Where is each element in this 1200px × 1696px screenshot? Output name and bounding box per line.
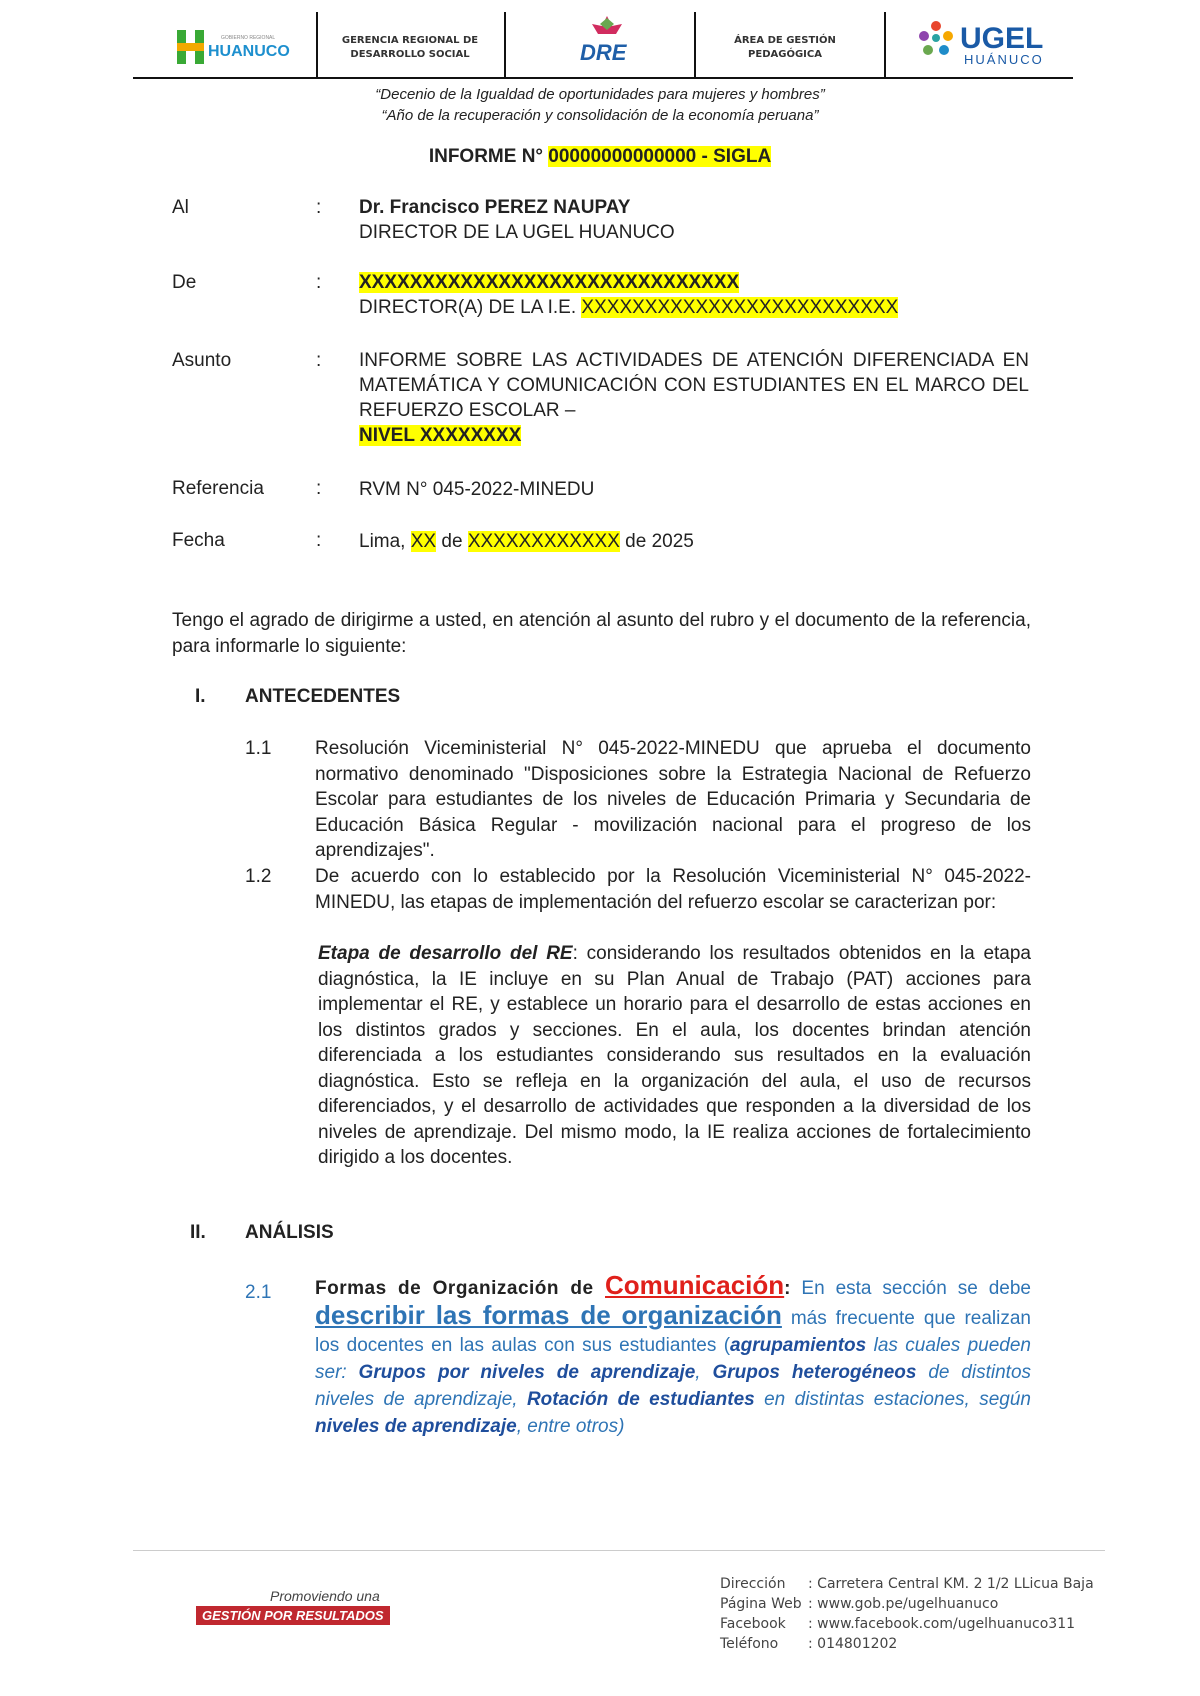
- stage-paragraph: Etapa de desarrollo del RE: considerando los resultados obtenidos en la etapa diagnóstica, la IE incluye en su Plan Anual de Trabajo (PAT) acciones para implementar el RE, y establece un horario para el desarrollo de estas acciones en los distintos grados y secciones. En el aula, los docentes brindan atención diferenciada a los estudiantes considerando sus resultados en la evaluación diagnóstica. Esto se refleja en la organización del aula, el uso de recursos diferenciados, y el desarrollo de actividades que responden a la diversidad de los niveles de aprendizaje. Del mismo modo, la IE realiza acciones de fortalecimiento dirigido a los docentes.: [318, 943, 1031, 1168]
- al-value: [359, 195, 675, 245]
- section-number: I.: [195, 686, 206, 707]
- colon: :: [316, 272, 322, 293]
- item-1-1-text: Resolución Viceministerial N° 045-2022-MINEDU que aprueba el documento normativo denominado "Disposiciones sobre la Estrategia Nacional de Refuerzo Escolar para estudiantes de los niveles de Educación Primaria y Secundaria de Educación Básica Regular - movilización nacional para el progreso de los aprendizajes".: [315, 738, 1031, 861]
- referencia-label: Referencia: [172, 478, 264, 499]
- report-title: INFORME N° 00000000000000 - SIGLA: [428, 146, 772, 167]
- item-2-1-text: Formas de Organización de Comunicación: En esta sección se debe describir las formas de organización más frecuente que realizan los docentes en las aulas con sus estudiantes (agrupamientos las cuales pueden ser: Grupos por niveles de aprendizaje, Grupos heterogéneos de distintos niveles de aprendizaje, Rotación de estudiantes en distintas estaciones, según niveles de aprendizaje, entre otros): [315, 1270, 1032, 1437]
- colon: :: [316, 478, 322, 499]
- footer-row: Facebook : www.facebook.com/ugelhuanuco311: [720, 1616, 1076, 1632]
- footer-rule: [133, 1550, 1105, 1551]
- de-label: De: [172, 272, 197, 293]
- fecha-label: Fecha: [172, 530, 225, 551]
- nivel-highlight: NIVEL XXXXXXXX: [359, 425, 522, 446]
- section-title-antecedentes: ANTECEDENTES: [245, 686, 401, 707]
- header-divider: [504, 12, 506, 78]
- gestion-badge: GESTIÓN POR RESULTADOS: [196, 1606, 390, 1625]
- promo-text: Promoviendo una: [270, 1588, 380, 1604]
- header-divider: [316, 12, 318, 78]
- section-title-analisis: ANÁLISIS: [245, 1222, 334, 1243]
- dre-logo: [574, 14, 640, 75]
- referencia-value: RVM N° 045-2022-MINEDU: [359, 479, 595, 500]
- intro-paragraph: Tengo el agrado de dirigirme a usted, en atención al asunto del rubro y el documento de la referencia, para informarle lo siguiente:: [172, 610, 1031, 657]
- sender-school: XXXXXXXXXXXXXXXXXXXXXXXXX: [581, 297, 899, 318]
- footer-row: Página Web : www.gob.pe/ugelhuanuco: [720, 1596, 999, 1612]
- sender-name: XXXXXXXXXXXXXXXXXXXXXXXXXXXXXX: [359, 272, 740, 293]
- gobierno-regional-logo: [175, 26, 295, 73]
- svg-text:DRE: DRE: [580, 40, 627, 65]
- svg-text:HUÁNUCO: HUÁNUCO: [964, 52, 1044, 67]
- al-label: Al: [172, 197, 189, 218]
- describir-highlight: describir las formas de organización: [315, 1300, 782, 1330]
- huanuco-logo-text: HUANUCO: [208, 43, 290, 60]
- svg-text:GOBIERNO REGIONAL: GOBIERNO REGIONAL: [221, 35, 276, 41]
- recipient-role: DIRECTOR DE LA UGEL HUANUCO: [359, 222, 675, 243]
- colon: :: [316, 197, 322, 218]
- report-number: 00000000000000 - SIGLA: [548, 146, 772, 167]
- year-motto: “Año de la recuperación y consolidación de la economía peruana”: [381, 107, 819, 124]
- footer-row: Teléfono : 014801202: [720, 1636, 898, 1652]
- asunto-label: Asunto: [172, 350, 232, 371]
- recipient-name: Dr. Francisco PEREZ NAUPAY: [359, 197, 631, 218]
- header-divider: [694, 12, 696, 78]
- item-number: 1.2: [245, 866, 272, 887]
- gerencia-label: GERENCIA REGIONAL DE DESARROLLO SOCIAL: [341, 35, 479, 60]
- item-1-2-text: De acuerdo con lo establecido por la Resolución Viceministerial N° 045-2022-MINEDU, las etapas de implementación del refuerzo escolar se caracterizan por:: [315, 866, 1031, 913]
- fecha-value: Lima, XX de XXXXXXXXXXXX de 2025: [359, 531, 694, 552]
- footer-contact: [720, 1574, 1094, 1654]
- de-value: XXXXXXXXXXXXXXXXXXXXXXXXXXXXXX DIRECTOR(A) DE LA I.E. XXXXXXXXXXXXXXXXXXXXXXXXX: [359, 272, 899, 318]
- header-rule: [133, 77, 1073, 79]
- header-divider: [884, 12, 886, 78]
- comunicacion-highlight: Comunicación: [605, 1270, 785, 1300]
- colon: :: [316, 350, 322, 371]
- colon: :: [316, 530, 322, 551]
- area-label: ÁREA DE GESTIÓN PEDAGÓGICA: [734, 35, 836, 60]
- asunto-value: INFORME SOBRE LAS ACTIVIDADES DE ATENCIÓN DIFERENCIADA EN MATEMÁTICA Y COMUNICACIÓN CON ESTUDIANTES EN EL MARCO DEL REFUERZO ESCOLAR – NIVEL XXXXXXXX: [359, 350, 1029, 446]
- decenio-motto: “Decenio de la Igualdad de oportunidades para mujeres y hombres”: [375, 86, 825, 103]
- ugel-logo: [914, 16, 1064, 75]
- item-number: 2.1: [245, 1282, 272, 1303]
- section-number: II.: [190, 1222, 206, 1243]
- svg-text:UGEL: UGEL: [960, 22, 1044, 55]
- footer-row: Dirección : Carretera Central KM. 2 1/2 LLicua Baja: [720, 1576, 1094, 1592]
- stage-title: Etapa de desarrollo del RE: [318, 943, 573, 964]
- item-number: 1.1: [245, 738, 272, 759]
